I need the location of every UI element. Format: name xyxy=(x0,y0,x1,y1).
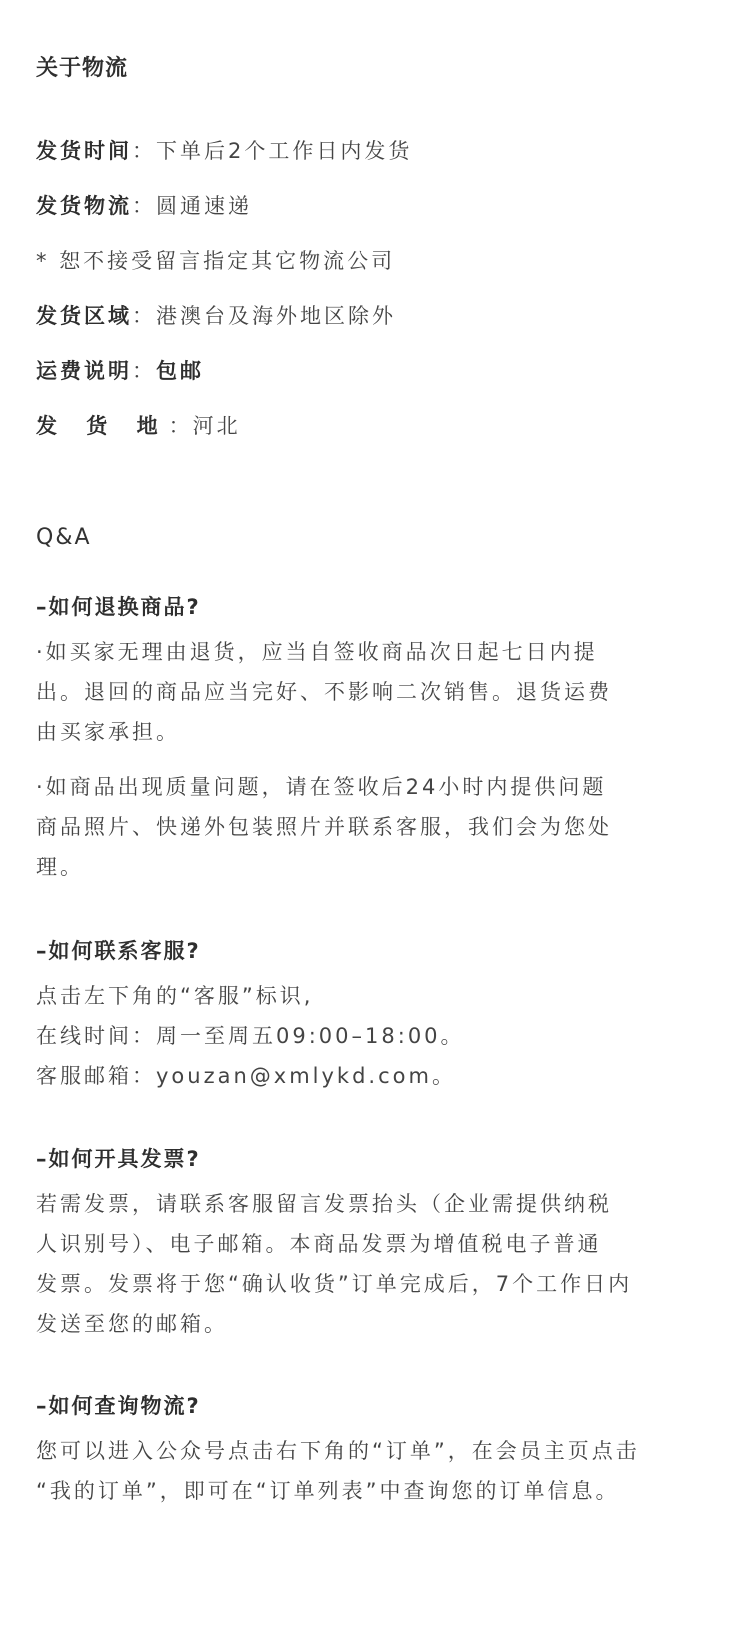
contact-email-line: 客服邮箱：youzan@xmlykd.com。 xyxy=(36,1064,456,1088)
contact-line: 点击左下角的“客服”标识, xyxy=(36,984,314,1008)
invoice-paragraph xyxy=(36,1184,696,1344)
contact-paragraph xyxy=(36,976,696,1096)
logistics-heading: 关于物流 xyxy=(36,56,129,81)
return-policy-paragraph xyxy=(36,632,696,752)
carrier-colon: ： xyxy=(132,194,156,218)
return-policy-line: ·如买家无理由退货，应当自签收商品次日起七日内提 xyxy=(36,640,598,664)
tracking-question: –如何查询物流? xyxy=(36,1394,201,1418)
quality-issue-line: 商品照片、快递外包装照片并联系客服，我们会为您处 xyxy=(36,815,612,839)
tracking-line: 您可以进入公众号点击右下角的“订单”，在会员主页点击 xyxy=(36,1439,640,1463)
fee-label: 运费说明 xyxy=(36,359,132,383)
carrier-value: 圆通速递 xyxy=(156,194,252,218)
contact-question: –如何联系客服? xyxy=(36,939,201,963)
quality-issue-paragraph xyxy=(36,767,696,887)
invoice-question: –如何开具发票? xyxy=(36,1147,201,1171)
invoice-line: 发送至您的邮箱。 xyxy=(36,1312,228,1336)
tracking-line: “我的订单”，即可在“订单列表”中查询您的订单信息。 xyxy=(36,1479,620,1503)
area-row xyxy=(36,300,396,330)
origin-value: 河北 xyxy=(192,414,241,438)
return-policy-line: 出。退回的商品应当完好、不影响二次销售。退货运费 xyxy=(36,680,612,704)
carrier-note: * 恕不接受留言指定其它物流公司 xyxy=(36,249,396,273)
invoice-line: 发票。发票将于您“确认收货”订单完成后，7个工作日内 xyxy=(36,1272,633,1296)
area-label: 发货区域 xyxy=(36,304,132,328)
quality-issue-line: ·如商品出现质量问题，请在签收后24小时内提供问题 xyxy=(36,775,607,799)
origin-label: 发 货 地 xyxy=(36,414,169,438)
contact-hours-line: 在线时间：周一至周五09:00–18:00。 xyxy=(36,1024,465,1048)
carrier-label: 发货物流 xyxy=(36,194,132,218)
ship-time-label: 发货时间 xyxy=(36,139,132,163)
invoice-line: 若需发票，请联系客服留言发票抬头（企业需提供纳税 xyxy=(36,1192,612,1216)
qa-heading: Q&A xyxy=(36,525,92,550)
ship-time-row xyxy=(36,135,412,165)
invoice-line: 人识别号）、电子邮箱。本商品发票为增值税电子普通 xyxy=(36,1232,602,1256)
ship-time-value: 下单后2个工作日内发货 xyxy=(156,139,413,163)
origin-row xyxy=(36,410,241,440)
carrier-row xyxy=(36,190,252,220)
origin-colon: ： xyxy=(168,414,193,438)
fee-colon: ： xyxy=(132,359,156,383)
ship-time-colon: ： xyxy=(132,139,156,163)
area-colon: ： xyxy=(132,304,156,328)
fee-row xyxy=(36,355,204,385)
return-question: –如何退换商品? xyxy=(36,595,201,619)
return-policy-line: 由买家承担。 xyxy=(36,720,180,744)
quality-issue-line: 理。 xyxy=(36,855,84,879)
fee-value: 包邮 xyxy=(156,359,204,383)
area-value: 港澳台及海外地区除外 xyxy=(156,304,396,328)
tracking-paragraph xyxy=(36,1431,696,1511)
